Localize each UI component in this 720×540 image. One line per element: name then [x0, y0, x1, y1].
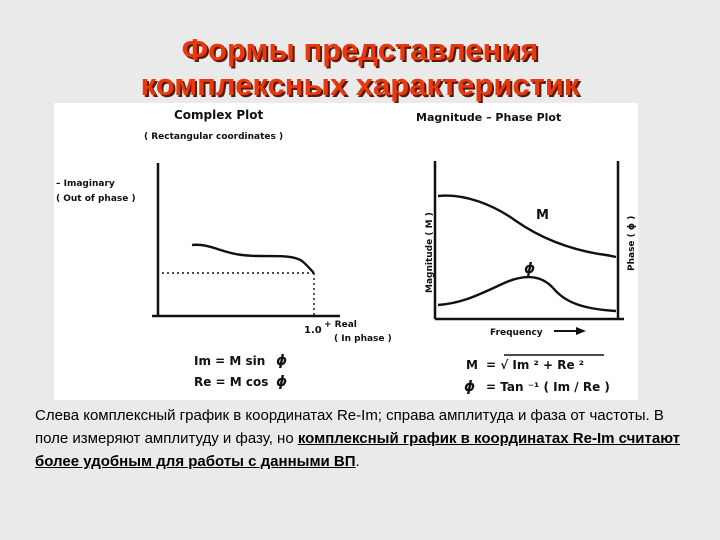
frequency-label: Frequency	[490, 328, 543, 338]
caption-end: .	[355, 453, 360, 470]
slide-title	[0, 32, 720, 102]
out-of-phase-label: ( Out of phase )	[56, 194, 136, 204]
phi-symbol-1: ϕ	[276, 353, 288, 369]
real-label: + Real	[324, 320, 357, 330]
x-tick-one: 1.0	[304, 325, 322, 336]
eq-imag: Im = M sin	[194, 354, 266, 368]
title-line-1: Формы представления	[181, 32, 539, 67]
complex-plot-title: Complex Plot	[174, 108, 264, 122]
caption-plain: Слева комплексный график в координатах Re-Im; справа амплитуда и фаза от частоты. В поле измеряют амплитуду и фазу, но	[35, 407, 664, 447]
mag-phase-title: Magnitude – Phase Plot	[416, 111, 562, 124]
complex-curve	[192, 245, 314, 273]
phase-curve	[438, 277, 616, 311]
eq-real: Re = M cos	[194, 375, 269, 389]
magnitude-curve	[438, 196, 616, 257]
curve-phi-label: ϕ	[524, 261, 536, 277]
slide-caption	[35, 404, 695, 473]
title-line-2: комплексных характеристик	[140, 67, 580, 102]
frequency-arrow-head	[576, 327, 586, 335]
eq-phi-lhs: ϕ	[464, 379, 476, 395]
phi-symbol-2: ϕ	[276, 374, 288, 390]
phase-axis-label: Phase ( ϕ )	[627, 215, 637, 271]
curve-m-label: M	[536, 208, 549, 223]
in-phase-label: ( In phase )	[334, 334, 392, 344]
magnitude-axis-label: Magnitude ( M )	[425, 212, 435, 293]
figure-svg	[54, 103, 638, 400]
caption-emphasis: комплексный график в координатах Re-Im считают более удобным для работы с данными ВП	[35, 430, 680, 470]
complex-plot-subtitle: ( Rectangular coordinates )	[144, 132, 284, 142]
imaginary-label: – Imaginary	[56, 179, 115, 189]
scanned-figure	[54, 103, 638, 400]
eq-m-rhs: = √ Im ² + Re ²	[486, 358, 585, 372]
eq-m-lhs: M	[466, 358, 478, 372]
eq-phi-rhs: = Tan ⁻¹ ( Im / Re )	[486, 380, 610, 394]
